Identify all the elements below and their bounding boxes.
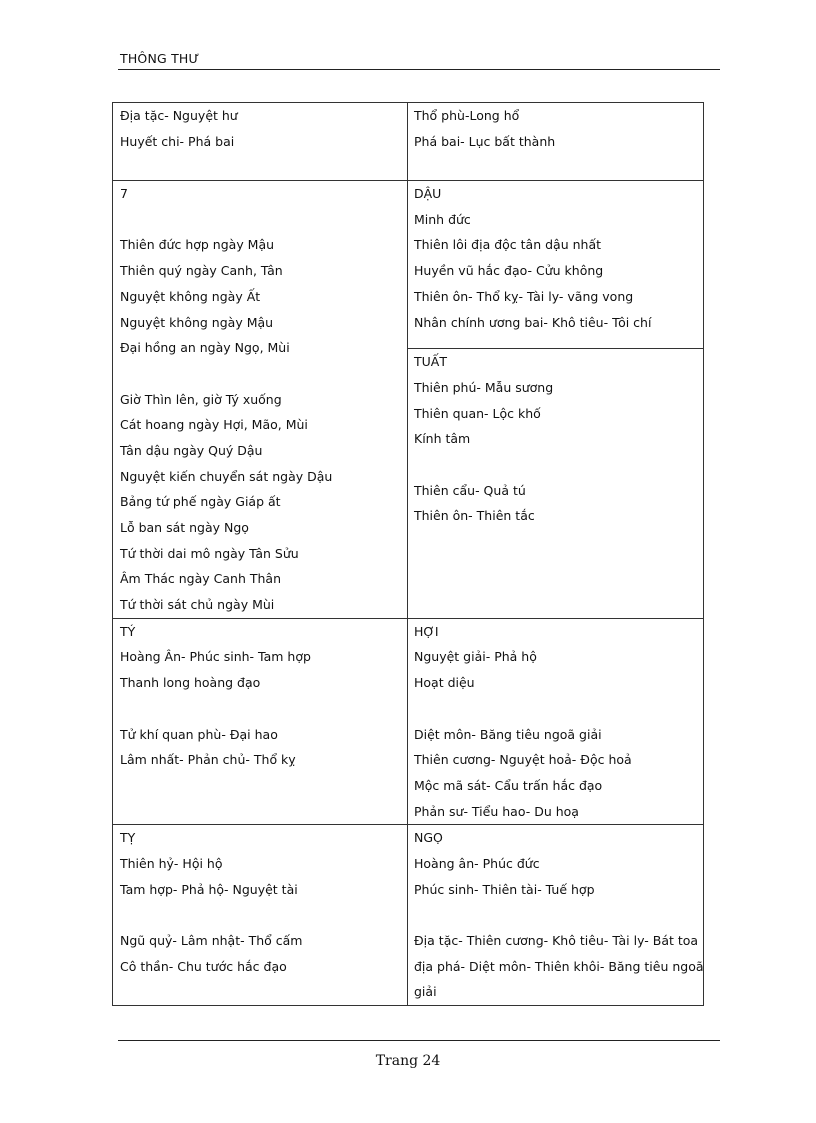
almanac-table — [112, 102, 704, 1006]
table-cell-right — [408, 181, 703, 618]
cell-line: Nguyệt không ngày Mậu — [120, 314, 274, 330]
cell-line: TÝ — [120, 623, 136, 639]
cell-line — [414, 335, 699, 348]
cell-line: Kính tâm — [414, 431, 471, 447]
cell-line: Cát hoang ngày Hợi, Mão, Mùi — [120, 417, 308, 433]
cell-line: Cô thần- Chu tước hắc đạo — [120, 958, 287, 974]
cell-line: Mộc mã sát- Cẩu trấn hắc đạo — [414, 777, 603, 793]
cell-line: Huyền vũ hắc đạo- Cửu không — [414, 263, 604, 279]
cell-line — [120, 207, 403, 233]
page-header-title: THÔNG THƯ — [120, 51, 200, 66]
table-row — [113, 103, 703, 180]
cell-line: TỴ — [120, 830, 136, 846]
table-cell-right — [408, 825, 703, 1005]
table-cell-right — [408, 103, 703, 180]
cell-line: DẬU — [414, 186, 442, 202]
cell-line: địa phá- Diệt môn- Thiên khôi- Băng tiêu ngoã — [414, 958, 704, 974]
cell-line: Đại hồng an ngày Ngọ, Mùi — [120, 340, 290, 356]
cell-line: Phúc sinh- Thiên tài- Tuế hợp — [414, 881, 595, 897]
table-cell-left — [113, 103, 408, 180]
cell-line: Thổ phù-Long hổ — [414, 108, 520, 123]
cell-line: TUẤT — [414, 354, 447, 370]
cell-line: Diệt môn- Băng tiêu ngoã giải — [414, 726, 602, 742]
header-divider — [118, 69, 720, 70]
cell-line: Phản sư- Tiểu hao- Du hoạ — [414, 803, 579, 819]
cell-line: Địa tặc- Nguyệt hư — [120, 108, 238, 123]
cell-line — [120, 154, 403, 180]
cell-line: HỢI — [414, 623, 439, 639]
cell-line: giải — [414, 984, 437, 1000]
cell-line: Tử khí quan phù- Đại hao — [120, 726, 278, 742]
cell-line: Tân dậu ngày Quý Dậu — [120, 442, 263, 458]
cell-line: Phá bai- Lục bất thành — [414, 133, 556, 149]
cell-line: Thiên cẩu- Quả tú — [414, 482, 526, 498]
table-row — [113, 824, 703, 1005]
cell-line: NGỌ — [414, 830, 443, 846]
cell-line — [414, 154, 699, 180]
cell-line: Lỗ ban sát ngày Ngọ — [120, 520, 249, 535]
cell-line: Thiên ôn- Thổ kỵ- Tài ly- vãng vong — [414, 288, 634, 304]
cell-line: Ngũ quỷ- Lâm nhật- Thổ cấm — [120, 933, 303, 948]
cell-line: Âm Thác ngày Canh Thân — [120, 571, 281, 587]
table-row — [113, 180, 703, 618]
cell-line: Tứ thời dai mô ngày Tân Sửu — [120, 545, 299, 561]
page-number: Trang 24 — [375, 1053, 441, 1069]
cell-line: Lâm nhất- Phản chủ- Thổ kỵ — [120, 752, 296, 768]
cell-line: 7 — [120, 186, 128, 202]
table-cell-left — [113, 825, 408, 1005]
cell-line: Thiên quý ngày Canh, Tân — [120, 263, 283, 279]
cell-line — [120, 902, 403, 928]
cell-line: Giờ Thìn lên, giờ Tý xuống — [120, 391, 282, 407]
footer-divider — [118, 1040, 720, 1041]
cell-line — [414, 902, 699, 928]
cell-line — [414, 696, 699, 722]
table-cell-left — [113, 181, 408, 618]
cell-line: Hoạt diệu — [414, 675, 475, 691]
cell-line: Tam hợp- Phả hộ- Nguyệt tài — [120, 881, 298, 897]
cell-line — [414, 452, 699, 478]
table-row — [113, 618, 703, 825]
cell-line: Nhân chính ương bai- Khô tiêu- Tôi chí — [414, 314, 652, 330]
cell-line: Thiên quan- Lộc khố — [414, 405, 541, 421]
cell-line: Thiên hỷ- Hội hộ — [120, 855, 223, 871]
table-cell-right — [408, 619, 703, 825]
cell-line: Thiên phú- Mẫu sương — [414, 379, 554, 395]
cell-line: Thanh long hoàng đạo — [120, 675, 261, 691]
table-cell-left — [113, 619, 408, 825]
cell-line: Minh đức — [414, 211, 471, 227]
cell-line — [120, 696, 403, 722]
cell-line: Thiên cương- Nguyệt hoả- Độc hoả — [414, 752, 632, 768]
cell-line: Thiên lôi địa độc tân dậu nhất — [414, 237, 602, 253]
cell-line: Tứ thời sát chủ ngày Mùi — [120, 597, 275, 613]
cell-line: Thiên ôn- Thiên tắc — [414, 508, 535, 524]
cell-line: Hoàng ân- Phúc đức — [414, 855, 540, 871]
cell-line — [120, 361, 403, 387]
cell-line: Huyết chi- Phá bai — [120, 133, 235, 149]
cell-line: Thiên đức hợp ngày Mậu — [120, 237, 275, 253]
cell-line: Nguyệt không ngày Ất — [120, 288, 261, 304]
cell-line: Nguyệt kiến chuyển sát ngày Dậu — [120, 468, 333, 484]
cell-line: Nguyệt giải- Phả hộ — [414, 649, 537, 665]
cell-line: Bảng tứ phế ngày Giáp ất — [120, 494, 281, 510]
cell-line: Địa tặc- Thiên cương- Khô tiêu- Tài ly- Bát toa — [414, 933, 699, 948]
cell-line: Hoàng Ân- Phúc sinh- Tam hợp — [120, 649, 311, 665]
